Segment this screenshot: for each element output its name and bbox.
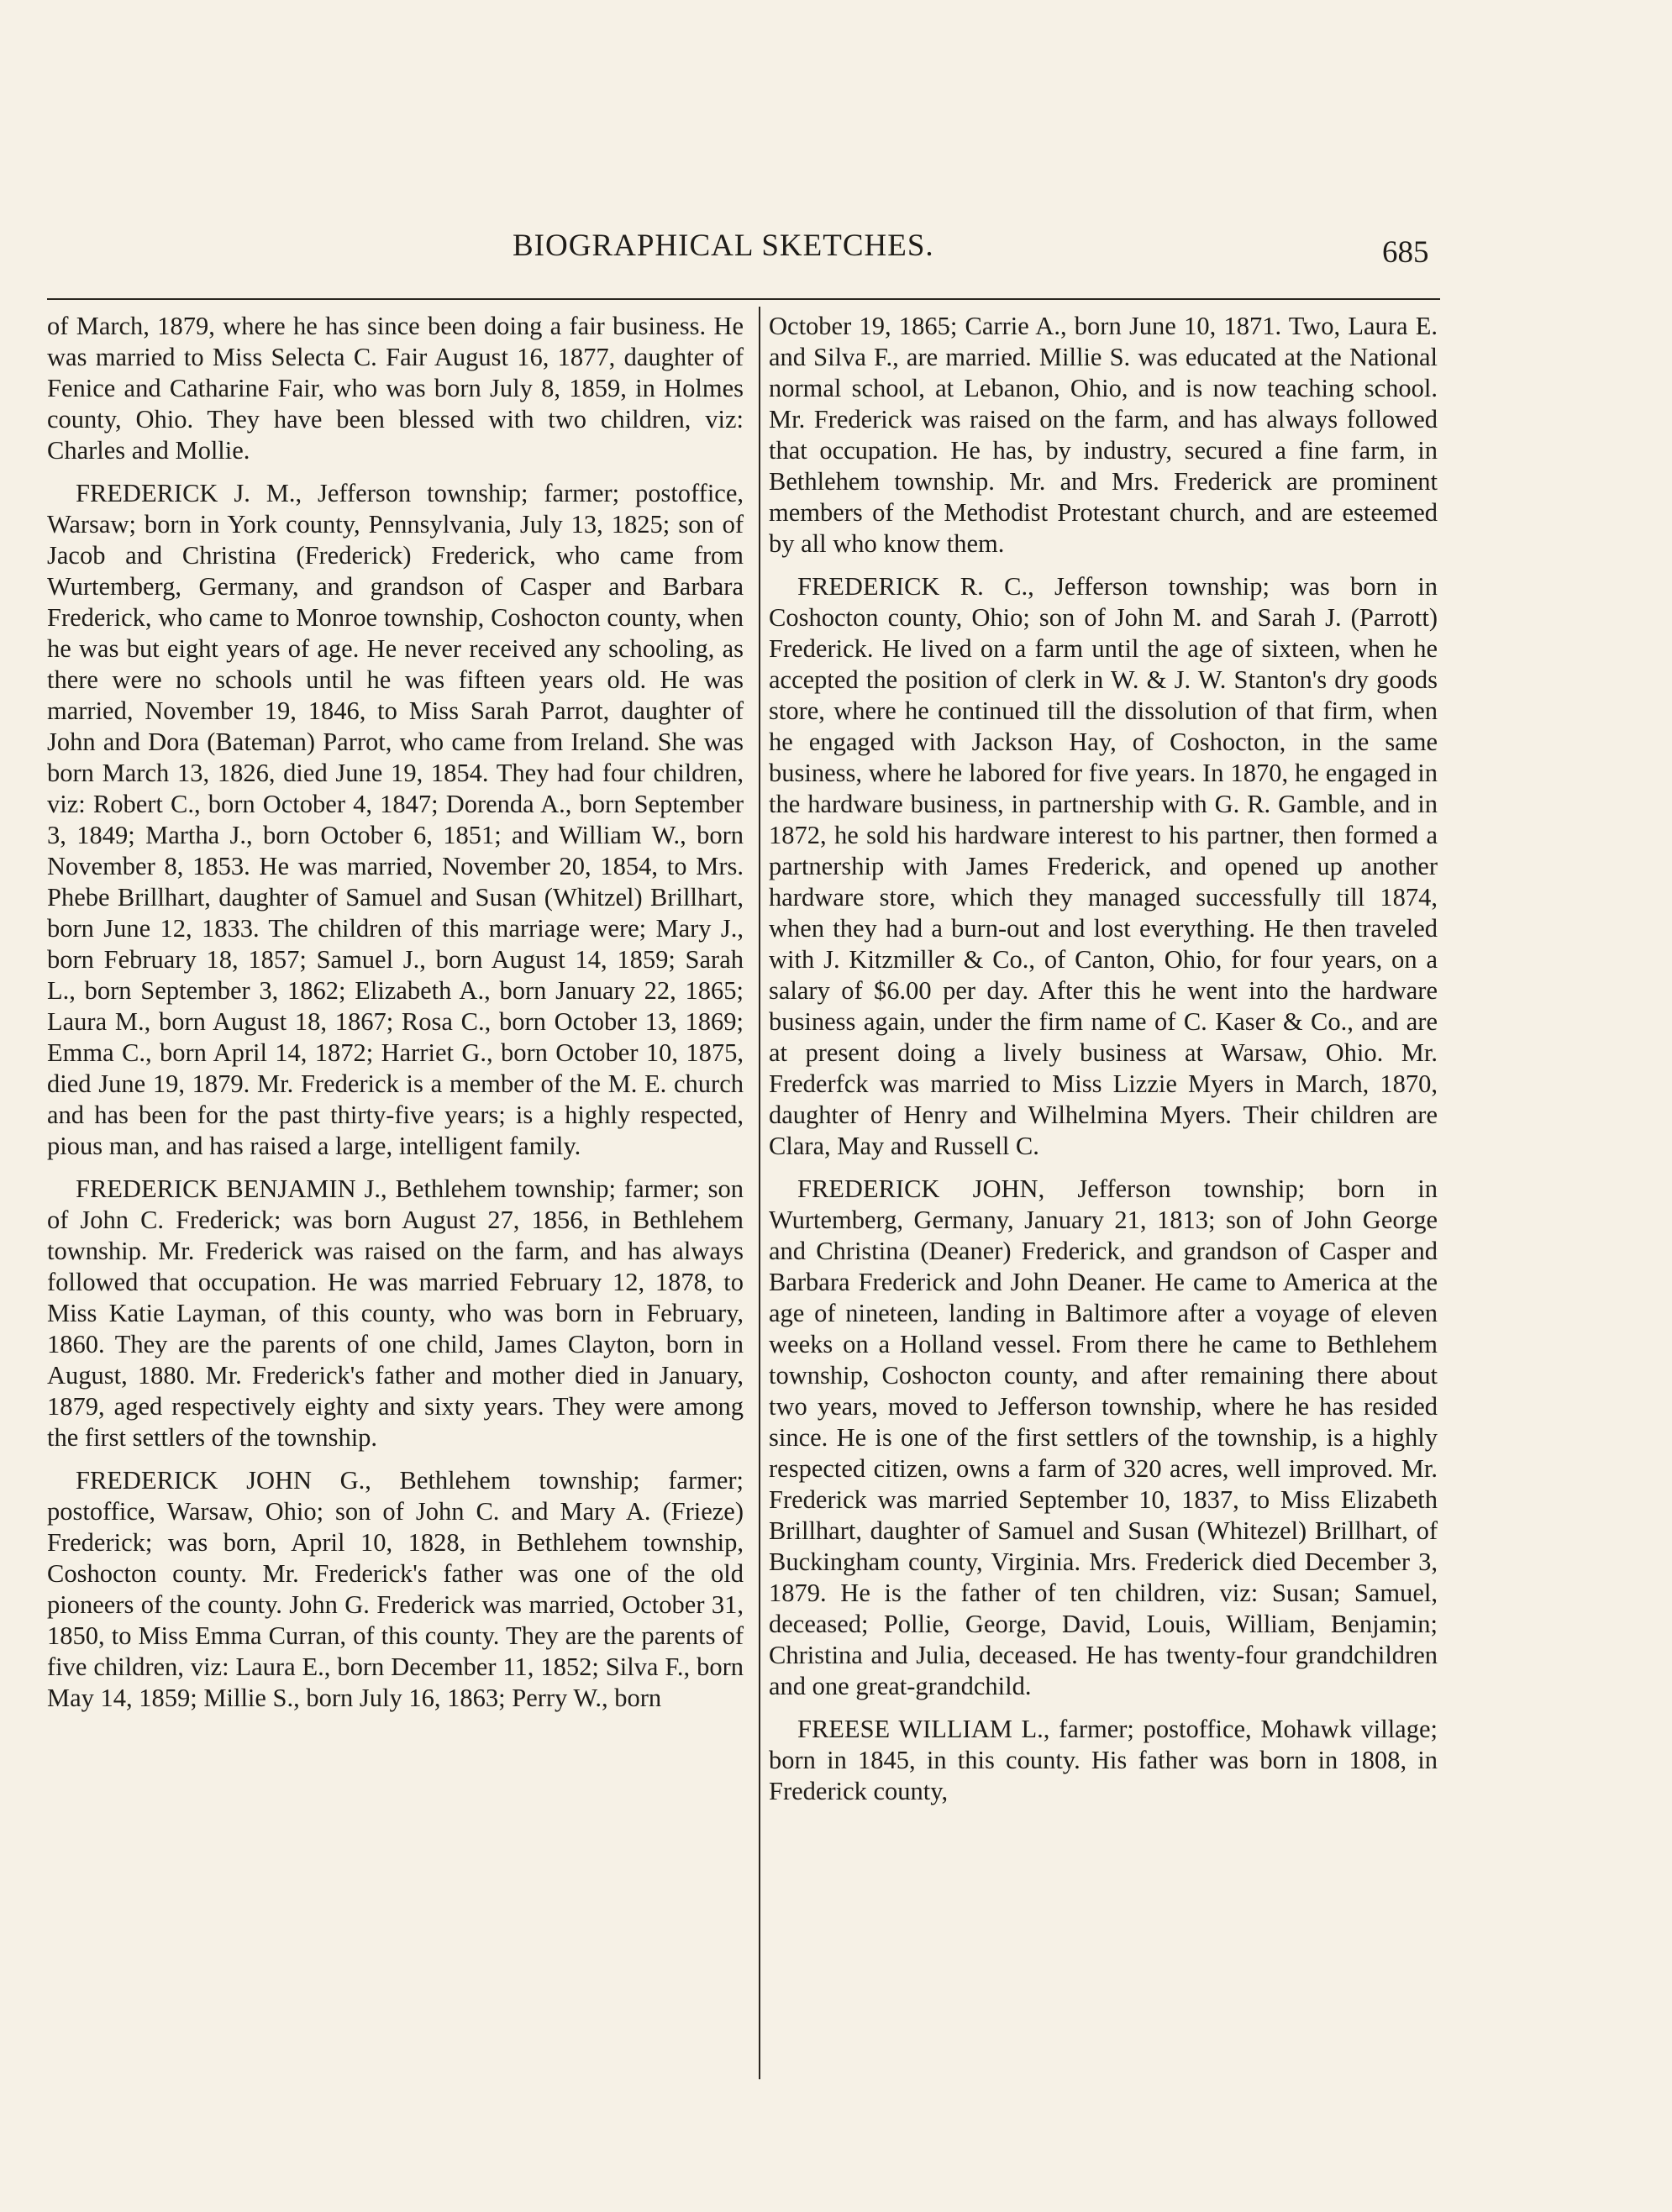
entry-frederick-j-m: FREDERICK J. M., Jefferson township; farmer; postoffice, Warsaw; born in York county, Pennsylvania, July 13, 1825; son of Jacob and Christina (Frederick) Frederick, who came from Wurtemberg, Germany, and grandson of Casper and Barbara Frederick, who came to Monroe township, Coshocton county, when he was but eight years of age. He never received any schooling, as there were no schools until he was fifteen years old. He was married, November 19, 1846, to Miss Sarah Parrot, daughter of John and Dora (Bateman) Parrot, who came from Ireland. She was born March 13, 1826, died June 19, 1854. They had four children, viz: Robert C., born October 4, 1847; Dorenda A., born September 3, 1849; Martha J., born October 6, 1851; and William W., born November 8, 1853. He was married, November 20, 1854, to Mrs. Phebe Brillhart, daughter of Samuel and Susan (Whitzel) Brillhart, born June 12, 1833. The children of this marriage were; Mary J., born February 18, 1857; Samuel J., born August 14, 1859; Sarah L., born September 3, 1862; Elizabeth A., born January 22, 1865; Laura M., born August 18, 1867; Rosa C., born October 13, 1869; Emma C., born April 14, 1872; Harriet G., born October 10, 1875, died June 19, 1879. Mr. Frederick is a member of the M. E. church and has been for the past thirty-five years; is a highly respected, pious man, and has raised a large, intelligent family. bbox=[47, 479, 744, 1160]
entry-frederick-r-c: FREDERICK R. C., Jefferson township; was born in Coshocton county, Ohio; son of John M. and Sarah J. (Parrott) Frederick. He lived on a farm until the age of sixteen, when he accepted the position of clerk in W. & J. W. Stanton's dry goods store, where he continued till the dissolution of that firm, when he engaged with Jackson Hay, of Coshocton, in the same business, where he labored for five years. In 1870, he engaged in the hardware business, in partnership with G. R. Gamble, and in 1872, he sold his hardware interest to his partner, then formed a partnership with James Frederick, and opened up another hardware store, which they managed successfully till 1874, when they had a burn-out and lost everything. He then traveled with J. Kitzmiller & Co., of Canton, Ohio, for four years, on a salary of $6.00 per day. After this he went into the hardware business again, under the firm name of C. Kaser & Co., and are at present doing a lively business at Warsaw, Ohio. Mr. Frederfck was married to Miss Lizzie Myers in March, 1870, daughter of Henry and Wilhelmina Myers. Their children are Clara, May and Russell C. bbox=[769, 572, 1438, 1160]
left-column bbox=[47, 311, 744, 1726]
entry-frederick-john: FREDERICK JOHN, Jefferson township; born in Wurtemberg, Germany, January 21, 1813; son of John George and Christina (Deaner) Frederick, and grandson of Casper and Barbara Frederick and John Deaner. He came to America at the age of nineteen, landing in Baltimore after a voyage of eleven weeks on a Holland vessel. From there he came to Bethlehem township, Coshocton county, and after remaining there about two years, moved to Jefferson township, where he has resided since. He is one of the first settlers of the township, is a highly respected citizen, owns a farm of 320 acres, well improved. Mr. Frederick was married September 10, 1837, to Miss Elizabeth Brillhart, daughter of Samuel and Susan (Whitezel) Brillhart, of Buckingham county, Virginia. Mrs. Frederick died December 3, 1879. He is the father of ten children, viz: Susan; Samuel, deceased; Pollie, George, David, Louis, William, Benjamin; Christina and Julia, deceased. He has twenty-four grandchildren and one great-grandchild. bbox=[769, 1174, 1438, 1700]
entry-frederick-john-g: FREDERICK JOHN G., Bethlehem township; farmer; postoffice, Warsaw, Ohio; son of John C. and Mary A. (Frieze) Frederick; was born, April 10, 1828, in Bethlehem township, Coshocton county. Mr. Frederick's father was one of the old pioneers of the county. John G. Frederick was married, October 31, 1850, to Miss Emma Curran, of this county. They are the parents of five children, viz: Laura E., born December 11, 1852; Silva F., born May 14, 1859; Millie S., born July 16, 1863; Perry W., born bbox=[47, 1466, 744, 1712]
running-head: BIOGRAPHICAL SKETCHES. bbox=[513, 229, 934, 263]
entry-freese-william-l: FREESE WILLIAM L., farmer; postoffice, Mohawk village; born in 1845, in this county. His father was born in 1808, in Frederick county, bbox=[769, 1715, 1438, 1805]
page-header bbox=[0, 225, 1672, 276]
right-column bbox=[769, 311, 1438, 1819]
paragraph-continuation: October 19, 1865; Carrie A., born June 10, 1871. Two, Laura E. and Silva F., are married. Millie S. was educated at the National normal school, at Lebanon, Ohio, and is now teaching school. Mr. Frederick was raised on the farm, and has always followed that occupation. He has, by industry, secured a fine farm, in Bethlehem township. Mr. and Mrs. Frederick are prominent members of the Methodist Protestant church, and are esteemed by all who know them. bbox=[769, 312, 1438, 558]
paragraph-continuation: of March, 1879, where he has since been doing a fair business. He was married to Miss Selecta C. Fair August 16, 1877, daughter of Fenice and Catharine Fair, who was born July 8, 1859, in Holmes county, Ohio. They have been blessed with two children, viz: Charles and Mollie. bbox=[47, 312, 744, 465]
header-rule bbox=[47, 298, 1440, 300]
page-number: 685 bbox=[1382, 235, 1429, 270]
entry-frederick-benjamin-j: FREDERICK BENJAMIN J., Bethlehem township; farmer; son of John C. Frederick; was born August 27, 1856, in Bethlehem township. Mr. Frederick was raised on the farm, and has always followed that occupation. He was married February 12, 1878, to Miss Katie Layman, of this county, who was born in February, 1860. They are the parents of one child, James Clayton, born in August, 1880. Mr. Frederick's father and mother died in January, 1879, aged respectively eighty and sixty years. They were among the first settlers of the township. bbox=[47, 1174, 744, 1452]
column-divider bbox=[759, 307, 760, 2079]
